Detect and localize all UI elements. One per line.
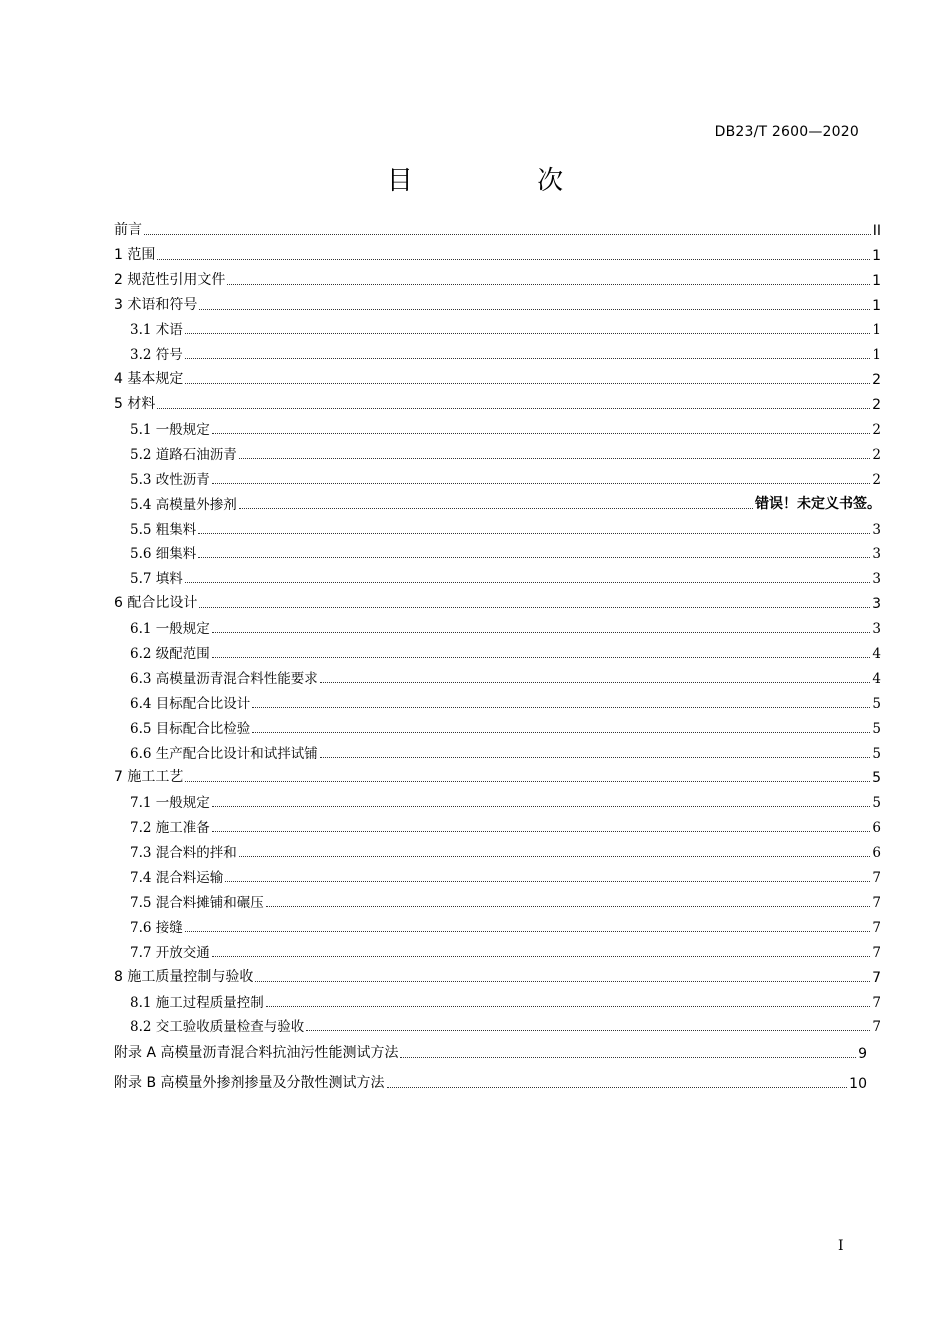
toc-entry-label: 附录 B 高模量外掺剂掺量及分散性测试方法 — [114, 1075, 385, 1092]
toc-entry[interactable] — [114, 938, 881, 963]
toc-entry-page: 9 — [858, 1046, 867, 1063]
toc-entry-label: 3.1 术语 — [130, 322, 183, 339]
toc-entry-label: 7.1 一般规定 — [130, 795, 210, 812]
toc-entry-page: 7 — [872, 1019, 881, 1036]
toc-entry-page: 5 — [872, 745, 881, 762]
toc-dot-leader — [320, 757, 871, 758]
toc-dot-leader — [144, 234, 871, 235]
toc-entry-label: 6.4 目标配合比设计 — [130, 695, 251, 712]
toc-entry[interactable] — [114, 714, 881, 739]
toc-entry-page: 2 — [872, 471, 881, 488]
toc-entry-label: 6.3 高模量沥青混合料性能要求 — [130, 670, 318, 687]
toc-dot-leader — [212, 433, 871, 434]
toc-entry-label: 7.7 开放交通 — [130, 944, 210, 961]
toc-entry-label: 8.1 施工过程质量控制 — [130, 994, 264, 1011]
toc-dot-leader — [199, 607, 870, 608]
toc-entry-page: 7 — [872, 944, 881, 961]
toc-entry-page: 1 — [872, 347, 881, 364]
toc-entry[interactable] — [114, 589, 881, 614]
toc-entry[interactable] — [114, 739, 881, 764]
toc-entry-error-text: 错误！未定义书签。 — [755, 495, 881, 512]
toc-entry-page: 3 — [872, 546, 881, 563]
toc-dot-leader — [255, 981, 870, 982]
toc-dot-leader — [239, 458, 871, 459]
toc-entry-label: 7.6 接缝 — [130, 919, 183, 936]
toc-entry-page: 2 — [872, 422, 881, 439]
toc-entry-label: 3 术语和符号 — [114, 296, 198, 313]
toc-entry-page: 1 — [872, 247, 881, 264]
toc-entry-label: 8 施工质量控制与验收 — [114, 968, 254, 985]
toc-entry-page: 1 — [872, 297, 881, 314]
toc-dot-leader — [157, 408, 870, 409]
toc-entry-page: 5 — [872, 695, 881, 712]
toc-entry-label: 7.5 混合料摊铺和碾压 — [130, 894, 264, 911]
toc-entry-page: 3 — [872, 571, 881, 588]
toc-entry[interactable] — [114, 465, 881, 490]
toc-dot-leader — [266, 906, 871, 907]
toc-dot-leader — [212, 956, 871, 957]
toc-entry-page: 3 — [872, 596, 881, 613]
toc-dot-leader — [212, 806, 871, 807]
toc-entry[interactable] — [114, 888, 881, 913]
toc-entry-label: 3.2 符号 — [130, 347, 183, 364]
toc-dot-leader — [252, 707, 870, 708]
toc-entry[interactable] — [114, 614, 881, 639]
toc-dot-leader — [239, 508, 753, 509]
toc-entry[interactable] — [114, 515, 881, 540]
toc-dot-leader — [185, 781, 870, 782]
toc-dot-leader — [387, 1087, 848, 1088]
toc-entry[interactable] — [114, 540, 881, 565]
toc-entry-label: 5.1 一般规定 — [130, 422, 210, 439]
toc-dot-leader — [185, 383, 870, 384]
toc-dot-leader — [400, 1057, 856, 1058]
toc-entry-page: 2 — [872, 446, 881, 463]
toc-dot-leader — [320, 682, 871, 683]
toc-dot-leader — [185, 582, 871, 583]
toc-dot-leader — [157, 259, 870, 260]
toc-entry[interactable] — [114, 340, 881, 365]
toc-entry-page: 6 — [872, 845, 881, 862]
toc-entry-label: 7.3 混合料的拌和 — [130, 845, 237, 862]
toc-entry-label: 7.4 混合料运输 — [130, 870, 224, 887]
toc-entry-page: 3 — [872, 521, 881, 538]
toc-entry-label: 4 基本规定 — [114, 371, 184, 388]
toc-dot-leader — [199, 309, 870, 310]
toc-dot-leader — [198, 533, 870, 534]
toc-entry-label: 6.2 级配范围 — [130, 646, 210, 663]
toc-entry[interactable] — [114, 639, 881, 664]
toc-entry-label: 5.7 填料 — [130, 571, 183, 588]
toc-entry-page: 5 — [872, 770, 881, 787]
toc-entry[interactable] — [114, 863, 881, 888]
page-title: 目 次 — [386, 166, 622, 196]
toc-entry[interactable] — [114, 813, 881, 838]
toc-dot-leader — [198, 557, 870, 558]
toc-entry-page: 4 — [872, 646, 881, 663]
toc-dot-leader — [212, 657, 871, 658]
toc-dot-leader — [225, 881, 870, 882]
toc-entry[interactable] — [114, 1069, 867, 1094]
toc-entry[interactable] — [114, 291, 881, 316]
toc-entry-label: 6 配合比设计 — [114, 595, 198, 612]
toc-entry-label: 5.2 道路石油沥青 — [130, 446, 237, 463]
toc-entry-page: II — [872, 222, 881, 239]
toc-entry-label: 前言 — [114, 221, 142, 238]
table-of-contents — [114, 216, 881, 1094]
toc-dot-leader — [239, 856, 871, 857]
toc-entry[interactable] — [114, 440, 881, 465]
toc-dot-leader — [266, 1006, 871, 1007]
toc-entry[interactable] — [114, 241, 881, 266]
toc-entry[interactable] — [114, 1013, 881, 1038]
toc-dot-leader — [185, 358, 871, 359]
toc-entry-page: 5 — [872, 720, 881, 737]
toc-entry-label: 1 范围 — [114, 246, 156, 263]
toc-dot-leader — [212, 483, 871, 484]
toc-entry-label: 8.2 交工验收质量检查与验收 — [130, 1019, 305, 1036]
toc-entry-page: 7 — [872, 994, 881, 1011]
toc-dot-leader — [306, 1030, 870, 1031]
toc-dot-leader — [185, 931, 871, 932]
toc-entry[interactable] — [114, 365, 881, 390]
toc-entry[interactable] — [114, 216, 881, 241]
toc-entry-page: 7 — [872, 969, 881, 986]
toc-entry[interactable] — [114, 564, 881, 589]
toc-dot-leader — [212, 831, 871, 832]
toc-entry-page: 7 — [872, 919, 881, 936]
toc-entry-label: 6.1 一般规定 — [130, 621, 210, 638]
toc-entry[interactable] — [114, 266, 881, 291]
toc-entry-page: 7 — [872, 870, 881, 887]
toc-entry[interactable] — [114, 490, 881, 515]
toc-entry-label: 5.4 高模量外掺剂 — [130, 496, 237, 513]
toc-entry[interactable] — [114, 664, 881, 689]
toc-entry-label: 5.3 改性沥青 — [130, 471, 210, 488]
toc-entry[interactable] — [114, 390, 881, 415]
toc-entry-label: 附录 A 高模量沥青混合料抗油污性能测试方法 — [114, 1045, 399, 1062]
toc-dot-leader — [212, 632, 871, 633]
toc-entry-label: 7.2 施工准备 — [130, 820, 210, 837]
toc-dot-leader — [227, 284, 870, 285]
toc-entry-page: 1 — [872, 272, 881, 289]
toc-entry[interactable] — [114, 963, 881, 988]
document-code: DB23/T 2600—2020 — [714, 124, 859, 140]
toc-entry-page: 4 — [872, 670, 881, 687]
toc-entry-label: 5.6 细集料 — [130, 546, 197, 563]
toc-entry-page: 2 — [872, 397, 881, 414]
toc-entry-label: 6.5 目标配合比检验 — [130, 720, 251, 737]
toc-entry[interactable] — [114, 316, 881, 341]
footer-page-number: I — [838, 1238, 844, 1254]
toc-entry-page: 7 — [872, 894, 881, 911]
toc-entry-page: 6 — [872, 820, 881, 837]
toc-entry[interactable] — [114, 1039, 867, 1064]
toc-entry[interactable] — [114, 788, 881, 813]
toc-entry-label: 7 施工工艺 — [114, 769, 184, 786]
toc-entry-page: 2 — [872, 372, 881, 389]
toc-entry-page: 3 — [872, 621, 881, 638]
toc-dot-leader — [252, 732, 870, 733]
toc-entry[interactable] — [114, 689, 881, 714]
toc-entry[interactable] — [114, 913, 881, 938]
toc-entry-label: 2 规范性引用文件 — [114, 271, 226, 288]
toc-entry-page: 10 — [849, 1076, 867, 1093]
toc-entry-label: 6.6 生产配合比设计和试拌试铺 — [130, 745, 318, 762]
toc-dot-leader — [185, 333, 871, 334]
toc-entry[interactable] — [114, 764, 881, 789]
toc-entry[interactable] — [114, 415, 881, 440]
toc-entry-page: 5 — [872, 795, 881, 812]
toc-entry-label: 5 材料 — [114, 396, 156, 413]
toc-entry-page: 1 — [872, 322, 881, 339]
toc-entry[interactable] — [114, 838, 881, 863]
toc-entry[interactable] — [114, 988, 881, 1013]
toc-entry-label: 5.5 粗集料 — [130, 521, 197, 538]
